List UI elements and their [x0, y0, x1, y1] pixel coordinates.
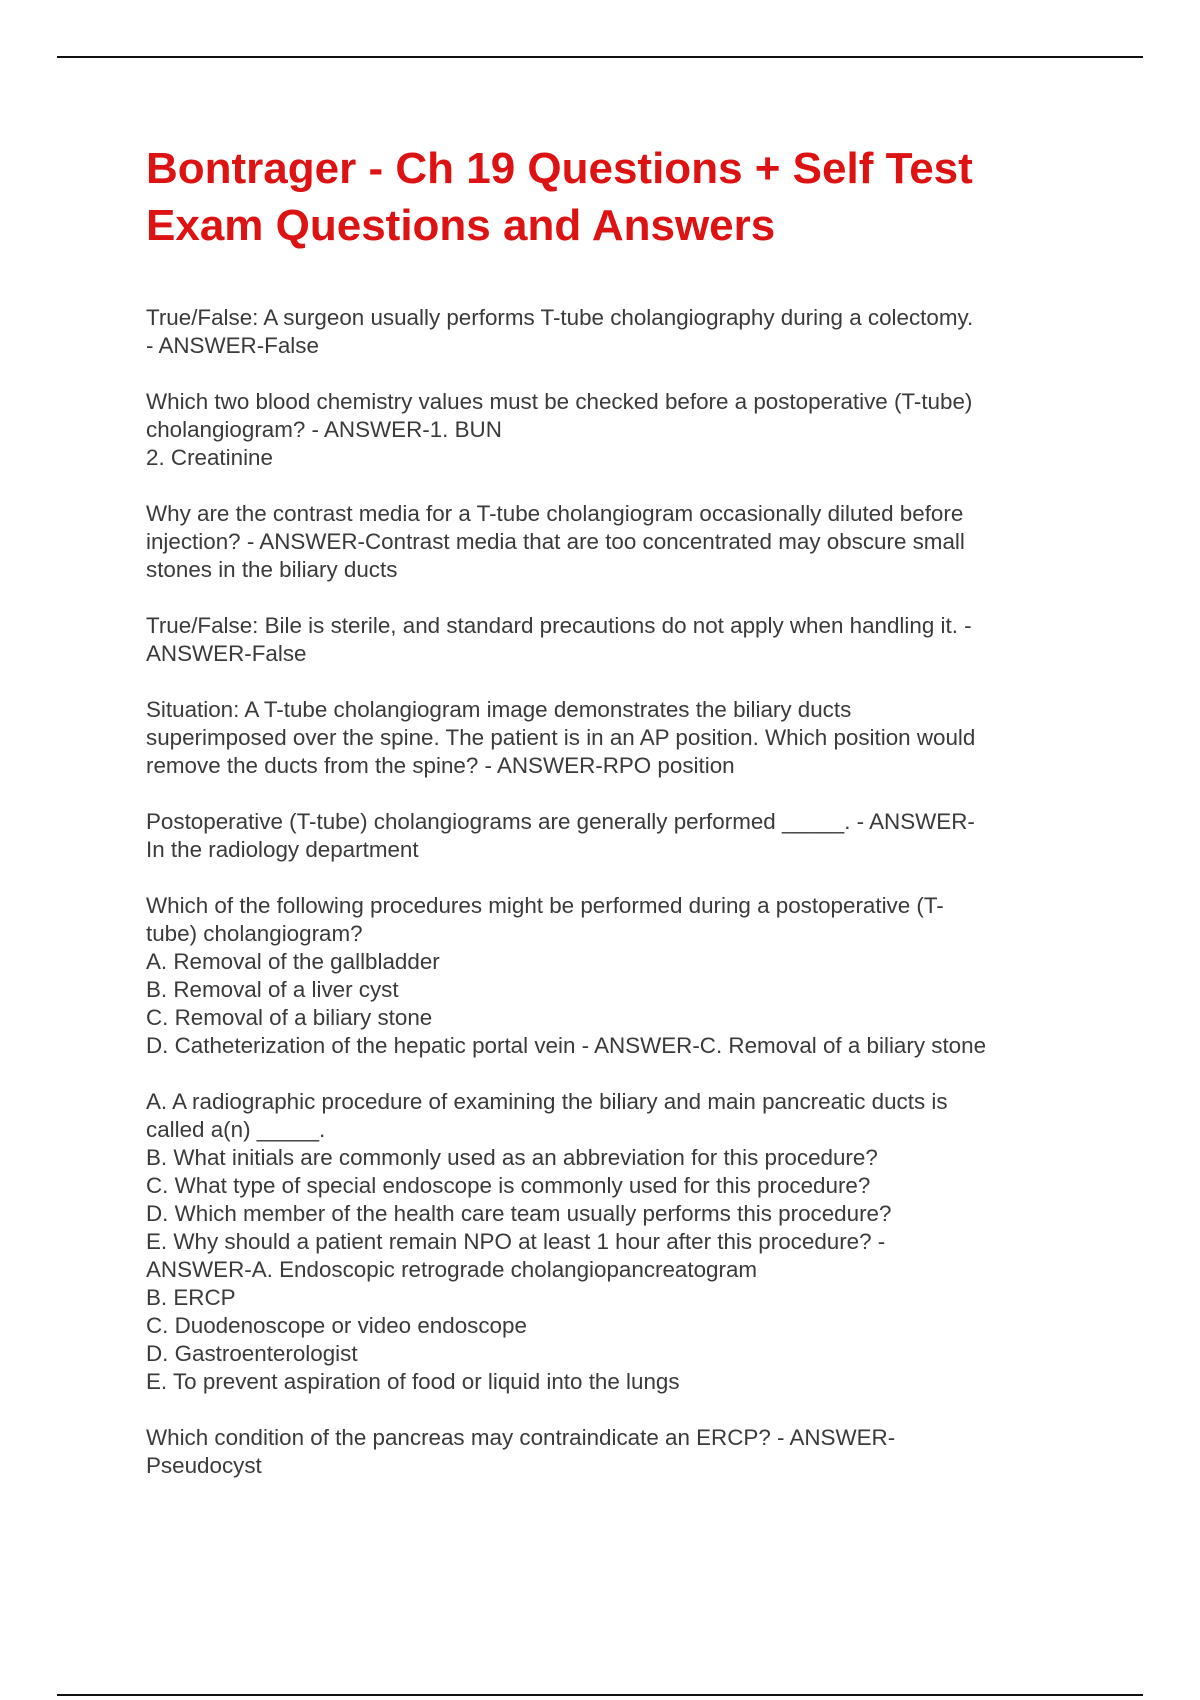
qa-item: Postoperative (T-tube) cholangiograms are generally performed _____. - ANSWER- In the radiology department — [146, 809, 975, 862]
qa-item: True/False: A surgeon usually performs T-tube cholangiography during a colectomy. - ANSWER-False — [146, 305, 974, 358]
qa-item: Which of the following procedures might be performed during a postoperative (T- tube) cholangiogram? A. Removal of the gallbladder B. Removal of a liver cyst C. Removal of a biliary stone D. Catheterization of the hepatic portal vein - ANSWER-C. Removal of a biliary stone — [146, 893, 987, 1058]
qa-item: A. A radiographic procedure of examining the biliary and main pancreatic ducts is called a(n) _____. B. What initials are commonly used as an abbreviation for this procedure? C. What type of special endoscope is commonly used for this procedure? D. Which member of the health care team usually performs this procedure? E. Why should a patient remain NPO at least 1 hour after this procedure? - ANSWER-A. Endoscopic retrograde cholangiopancreatogram B. ERCP C. Duodenoscope or video endoscope D. Gastroenterologist E. To prevent aspiration of food or liquid into the lungs — [146, 1089, 948, 1394]
qa-item: Why are the contrast media for a T-tube cholangiogram occasionally diluted before injection? - ANSWER-Contrast media that are too concentrated may obscure small stones in the biliary ducts — [146, 501, 965, 582]
header-rule — [57, 56, 1143, 58]
document-body — [146, 140, 1066, 1508]
qa-item: Which two blood chemistry values must be checked before a postoperative (T-tube) cholangiogram? - ANSWER-1. BUN 2. Creatinine — [146, 389, 973, 470]
qa-item: Which condition of the pancreas may contraindicate an ERCP? - ANSWER- Pseudocyst — [146, 1425, 896, 1478]
qa-item: True/False: Bile is sterile, and standard precautions do not apply when handling it. - ANSWER-False — [146, 613, 972, 666]
footer-rule — [57, 1694, 1143, 1696]
qa-item: Situation: A T-tube cholangiogram image demonstrates the biliary ducts superimposed over the spine. The patient is in an AP position. Which position would remove the ducts from the spine? - ANSWER-RPO position — [146, 697, 976, 778]
document-title: Bontrager - Ch 19 Questions + Self Test Exam Questions and Answers — [146, 144, 973, 250]
